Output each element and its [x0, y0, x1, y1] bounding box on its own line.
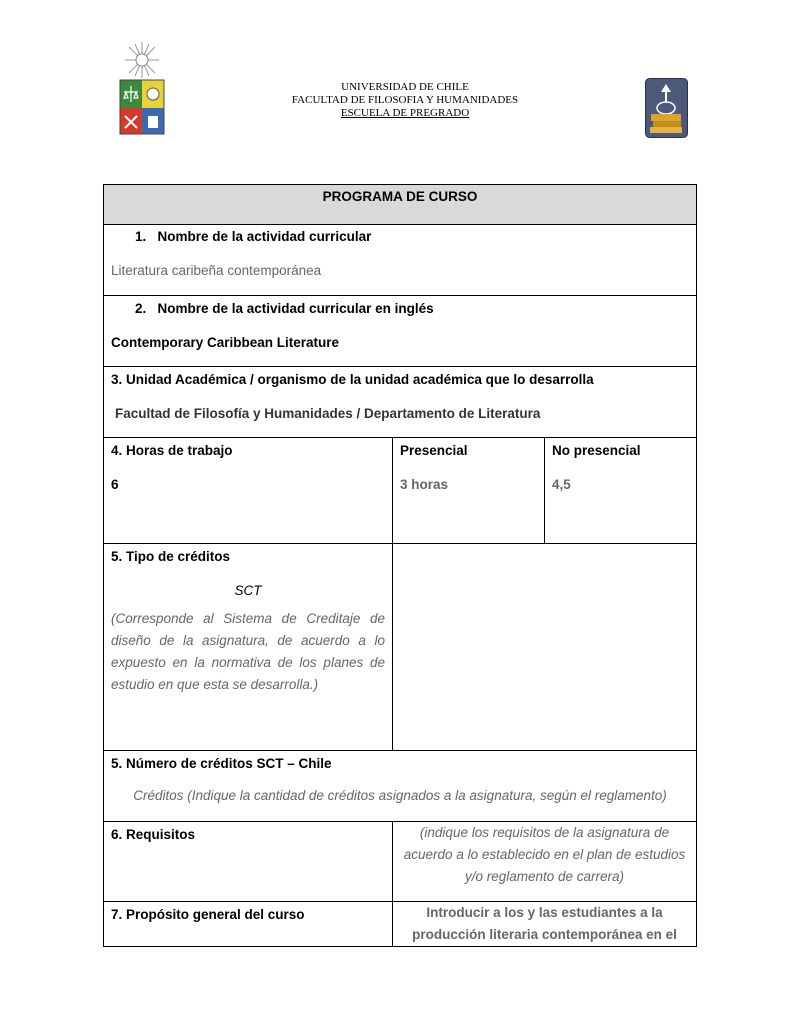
school-name: ESCUELA DE PREGRADO	[340, 107, 470, 119]
section-3-row	[104, 367, 697, 438]
table-title: PROGRAMA DE CURSO	[104, 185, 697, 225]
section-7-value: Introducir a los y las estudiantes a la producción literaria contemporánea en el	[412, 905, 677, 942]
faculty-name: FACULTAD DE FILOSOFIA Y HUMANIDADES	[291, 94, 519, 106]
section-6-row	[104, 822, 697, 902]
section-5b-row	[104, 751, 697, 822]
section-1-value: Literatura caribeña contemporánea	[111, 263, 322, 278]
section-5b-note: Créditos (Indique la cantidad de créditos asignados a la asignatura, según el reglamento)	[133, 788, 667, 803]
section-5-label: 5. Tipo de créditos	[111, 549, 231, 564]
no-presencial-value: 4,5	[552, 477, 571, 492]
section-4-value: 6	[111, 477, 119, 492]
section-6-note: (indique los requisitos de la asignatura de acuerdo a lo establecido en el plan de estudios y/o reglamento de carrera)	[403, 825, 686, 884]
no-presencial-label: No presencial	[552, 443, 641, 458]
section-4-label: 4. Horas de trabajo	[111, 443, 233, 458]
section-2-value: Contemporary Caribbean Literature	[111, 335, 340, 350]
section-6-label: 6. Requisitos	[111, 827, 196, 842]
section-5-note: (Corresponde al Sistema de Creditaje de diseño de la asignatura, de acuerdo a lo expuesto en la normativa de los planes de estudio en que esta se desarrolla.)	[111, 611, 385, 692]
presencial-label: Presencial	[400, 443, 468, 458]
section-4-row	[104, 438, 697, 544]
section-7-row	[104, 902, 697, 947]
section-1-row	[104, 225, 697, 296]
section-5-value: SCT	[234, 583, 262, 598]
university-crest-logo	[117, 40, 167, 138]
faculty-logo	[645, 78, 688, 138]
institution-header	[230, 81, 580, 120]
university-name: UNIVERSIDAD DE CHILE	[341, 81, 469, 93]
section-5-empty-cell	[393, 544, 697, 751]
section-2-row	[104, 296, 697, 367]
section-3-value: Facultad de Filosofía y Humanidades / Departamento de Literatura	[115, 406, 541, 421]
section-5-row	[104, 544, 697, 751]
section-5b-label: 5. Número de créditos SCT – Chile	[111, 756, 332, 771]
section-1-label: 1. Nombre de la actividad curricular	[135, 229, 372, 244]
presencial-value: 3 horas	[400, 477, 449, 492]
section-7-label: 7. Propósito general del curso	[111, 907, 305, 922]
table-title-row	[104, 185, 697, 225]
section-3-label: 3. Unidad Académica / organismo de la unidad académica que lo desarrolla	[111, 372, 594, 387]
section-2-label: 2. Nombre de la actividad curricular en inglés	[135, 301, 434, 316]
course-program-table	[103, 184, 697, 947]
